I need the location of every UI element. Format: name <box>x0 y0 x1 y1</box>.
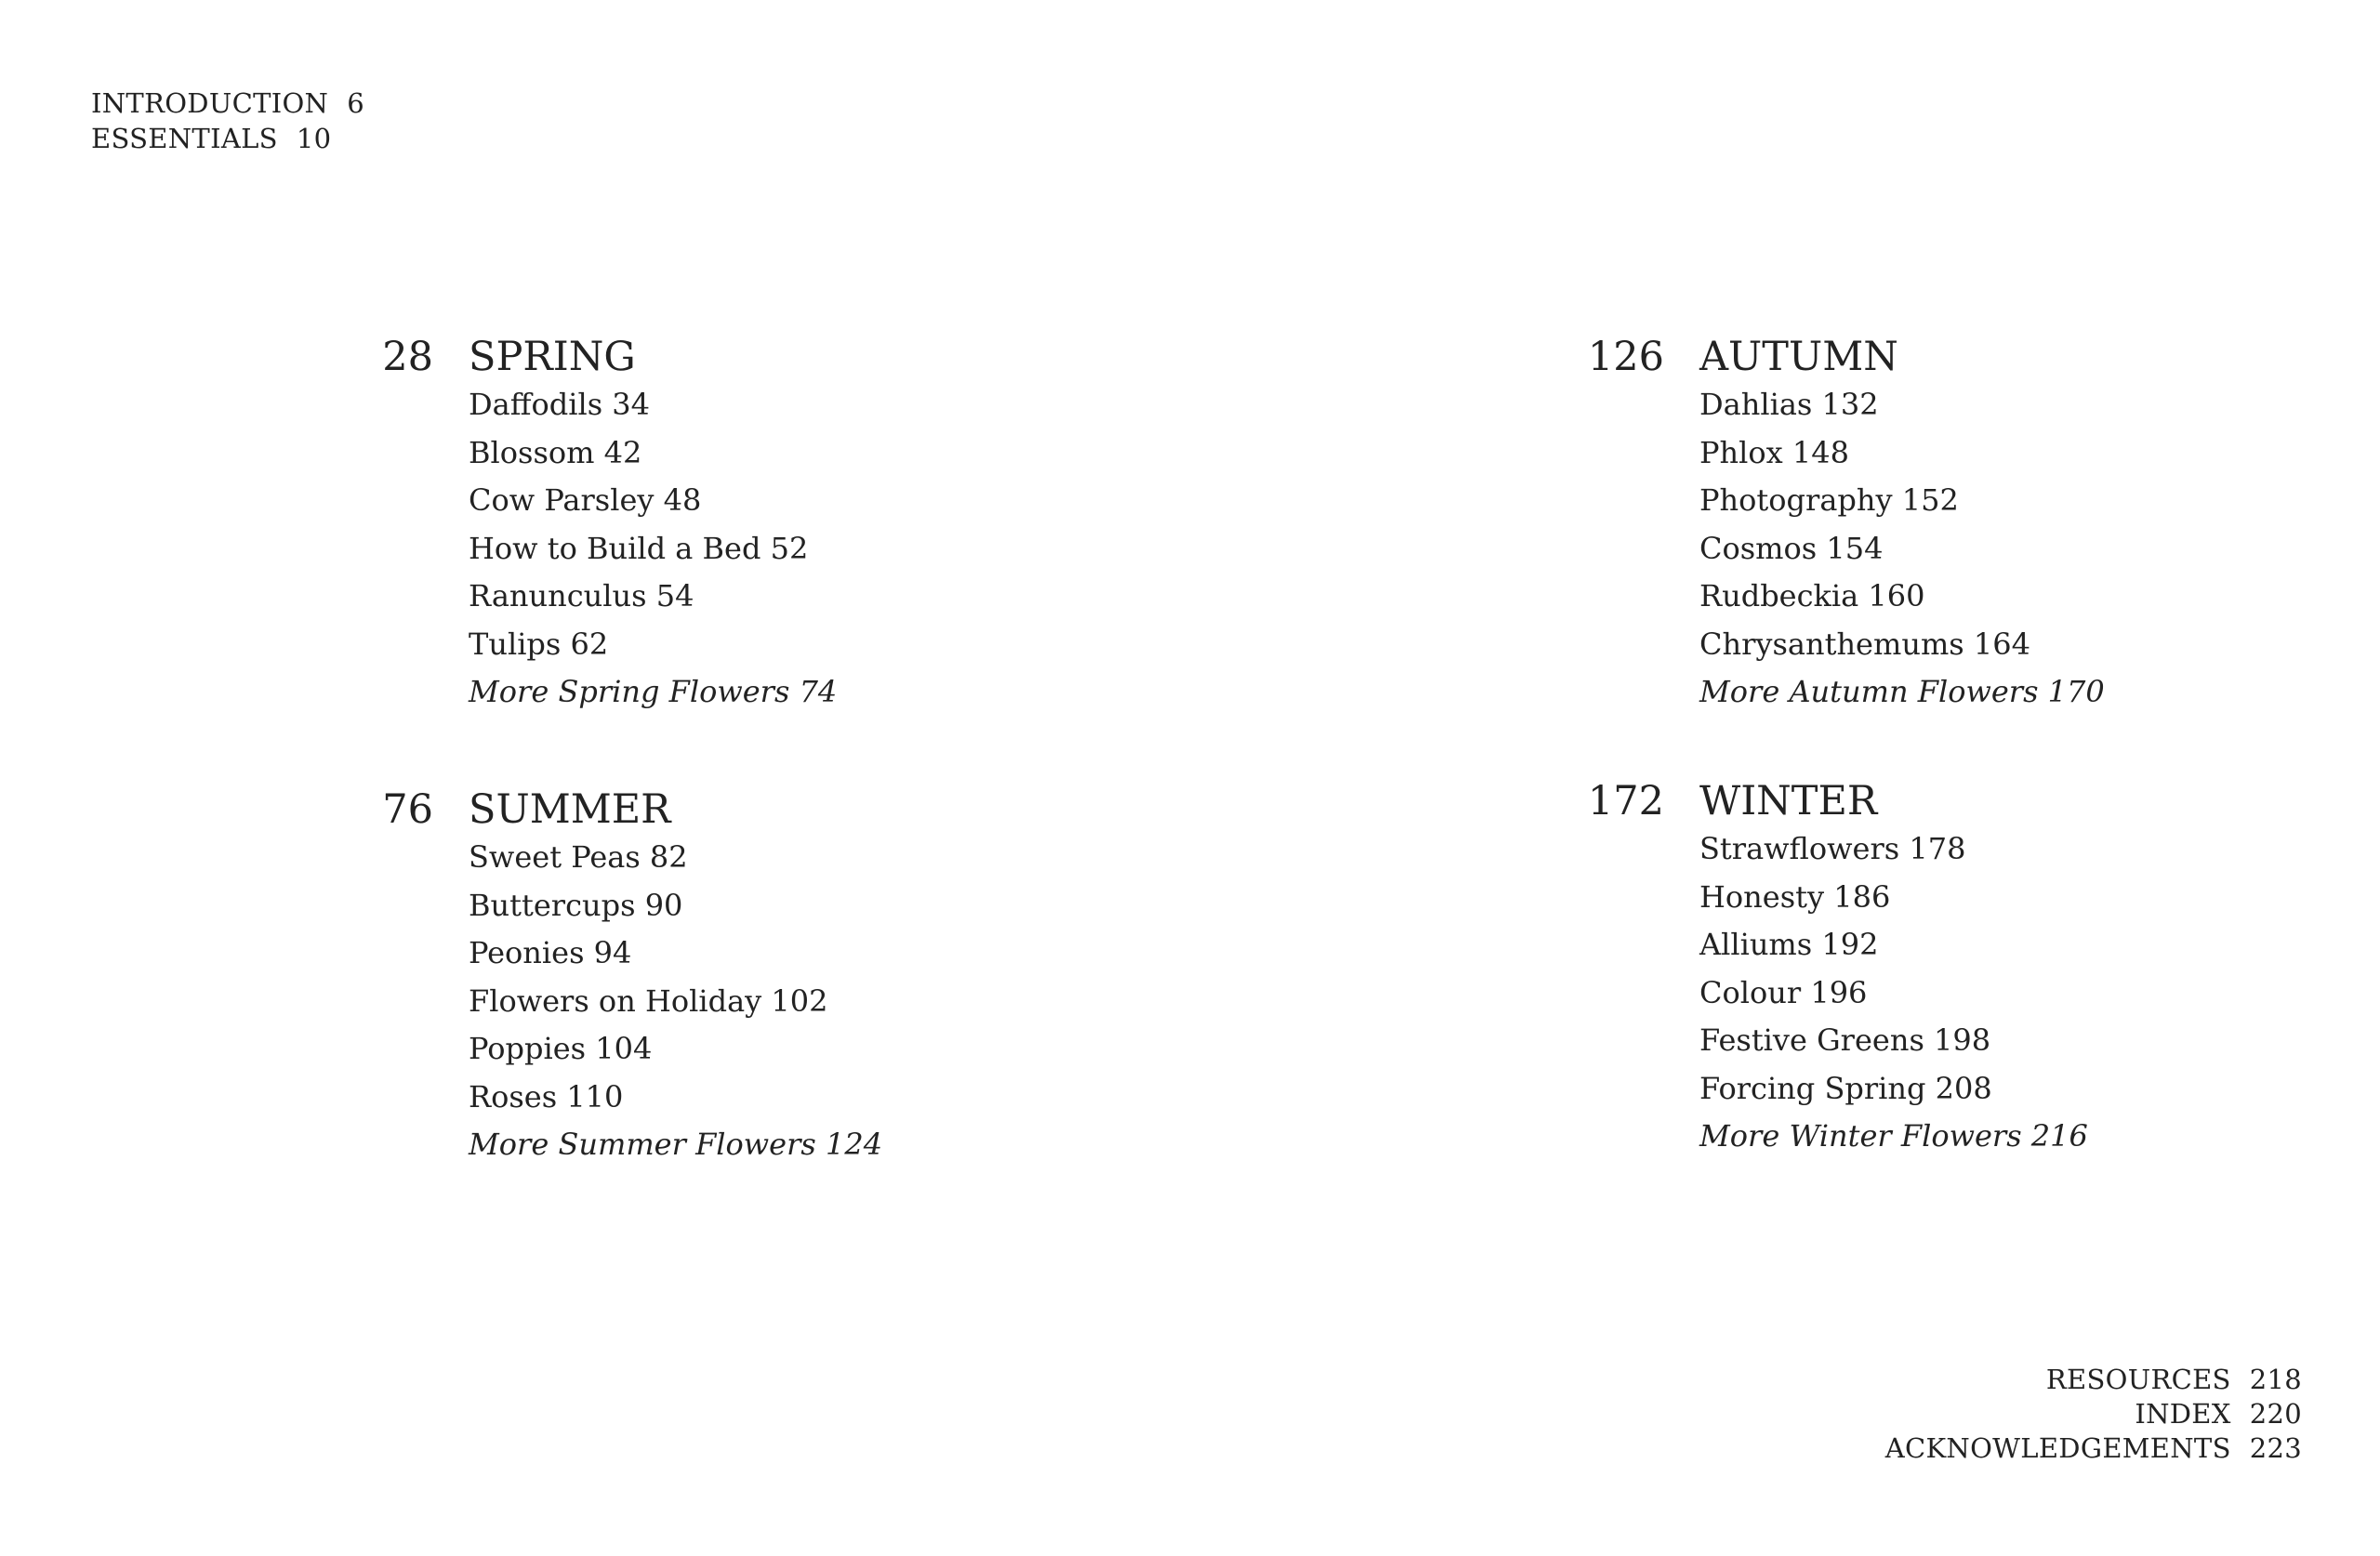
section-title: SPRING <box>469 334 636 380</box>
entry-label: ACKNOWLEDGEMENTS <box>1884 1432 2231 1464</box>
entry-label: INTRODUCTION <box>91 87 329 119</box>
section-items <box>469 834 882 1169</box>
list-item: Cow Parsley 48 <box>469 482 702 518</box>
front-matter <box>91 86 364 156</box>
toc-entry-resources <box>1885 1363 2302 1397</box>
more-flowers-item: More Spring Flowers 74 <box>469 674 838 709</box>
toc-entry-acknowledgements <box>1885 1431 2302 1466</box>
toc-entry-introduction <box>91 86 364 121</box>
more-flowers-item: More Summer Flowers 124 <box>469 1127 883 1162</box>
entry-page: 6 <box>347 87 364 119</box>
list-item: Peonies 94 <box>469 935 632 970</box>
list-item: Blossom 42 <box>469 434 642 470</box>
list-item: Honesty 186 <box>1699 878 1891 915</box>
list-item: Daffodils 34 <box>469 387 650 422</box>
list-item: Festive Greens 198 <box>1699 1022 1991 1058</box>
list-item: Strawflowers 178 <box>1699 831 1966 866</box>
section-title: SUMMER <box>469 786 671 833</box>
list-item: Poppies 104 <box>469 1031 653 1066</box>
list-item: How to Build a Bed 52 <box>469 530 809 566</box>
entry-page: 223 <box>2249 1432 2302 1464</box>
toc-entry-index <box>1885 1397 2302 1431</box>
section-page-number: 126 <box>1587 334 1664 380</box>
list-item: Chrysanthemums 164 <box>1699 626 2030 662</box>
section-page-number: 172 <box>1587 778 1664 824</box>
entry-label: ESSENTIALS <box>91 123 278 154</box>
section-items <box>1699 825 2088 1161</box>
list-item: Alliums 192 <box>1699 927 1879 962</box>
toc-entry-essentials <box>91 121 364 156</box>
list-item: Buttercups 90 <box>469 887 683 923</box>
list-item: Ranunculus 54 <box>469 578 694 613</box>
list-item: Colour 196 <box>1699 974 1868 1010</box>
list-item: Dahlias 132 <box>1699 387 1879 422</box>
list-item: Forcing Spring 208 <box>1699 1070 1992 1106</box>
entry-page: 220 <box>2249 1398 2302 1430</box>
entry-page: 10 <box>296 123 332 154</box>
list-item: Sweet Peas 82 <box>469 839 688 875</box>
entry-label: INDEX <box>2135 1398 2231 1430</box>
list-item: Flowers on Holiday 102 <box>469 982 828 1019</box>
list-item: Rudbeckia 160 <box>1699 578 1925 613</box>
list-item: Cosmos 154 <box>1699 530 1884 566</box>
list-item: Roses 110 <box>469 1078 624 1114</box>
back-matter <box>1885 1363 2302 1466</box>
section-page-number: 28 <box>382 334 433 380</box>
entry-page: 218 <box>2249 1364 2302 1395</box>
section-items <box>1699 381 2105 717</box>
list-item: Photography 152 <box>1699 482 1959 518</box>
entry-label: RESOURCES <box>2045 1364 2231 1395</box>
more-flowers-item: More Autumn Flowers 170 <box>1699 674 2105 709</box>
section-items <box>469 381 837 717</box>
more-flowers-item: More Winter Flowers 216 <box>1699 1118 2088 1154</box>
section-title: AUTUMN <box>1699 334 1898 380</box>
section-page-number: 76 <box>382 786 433 833</box>
list-item: Phlox 148 <box>1699 434 1849 470</box>
section-title: WINTER <box>1699 778 1878 824</box>
list-item: Tulips 62 <box>469 626 609 662</box>
